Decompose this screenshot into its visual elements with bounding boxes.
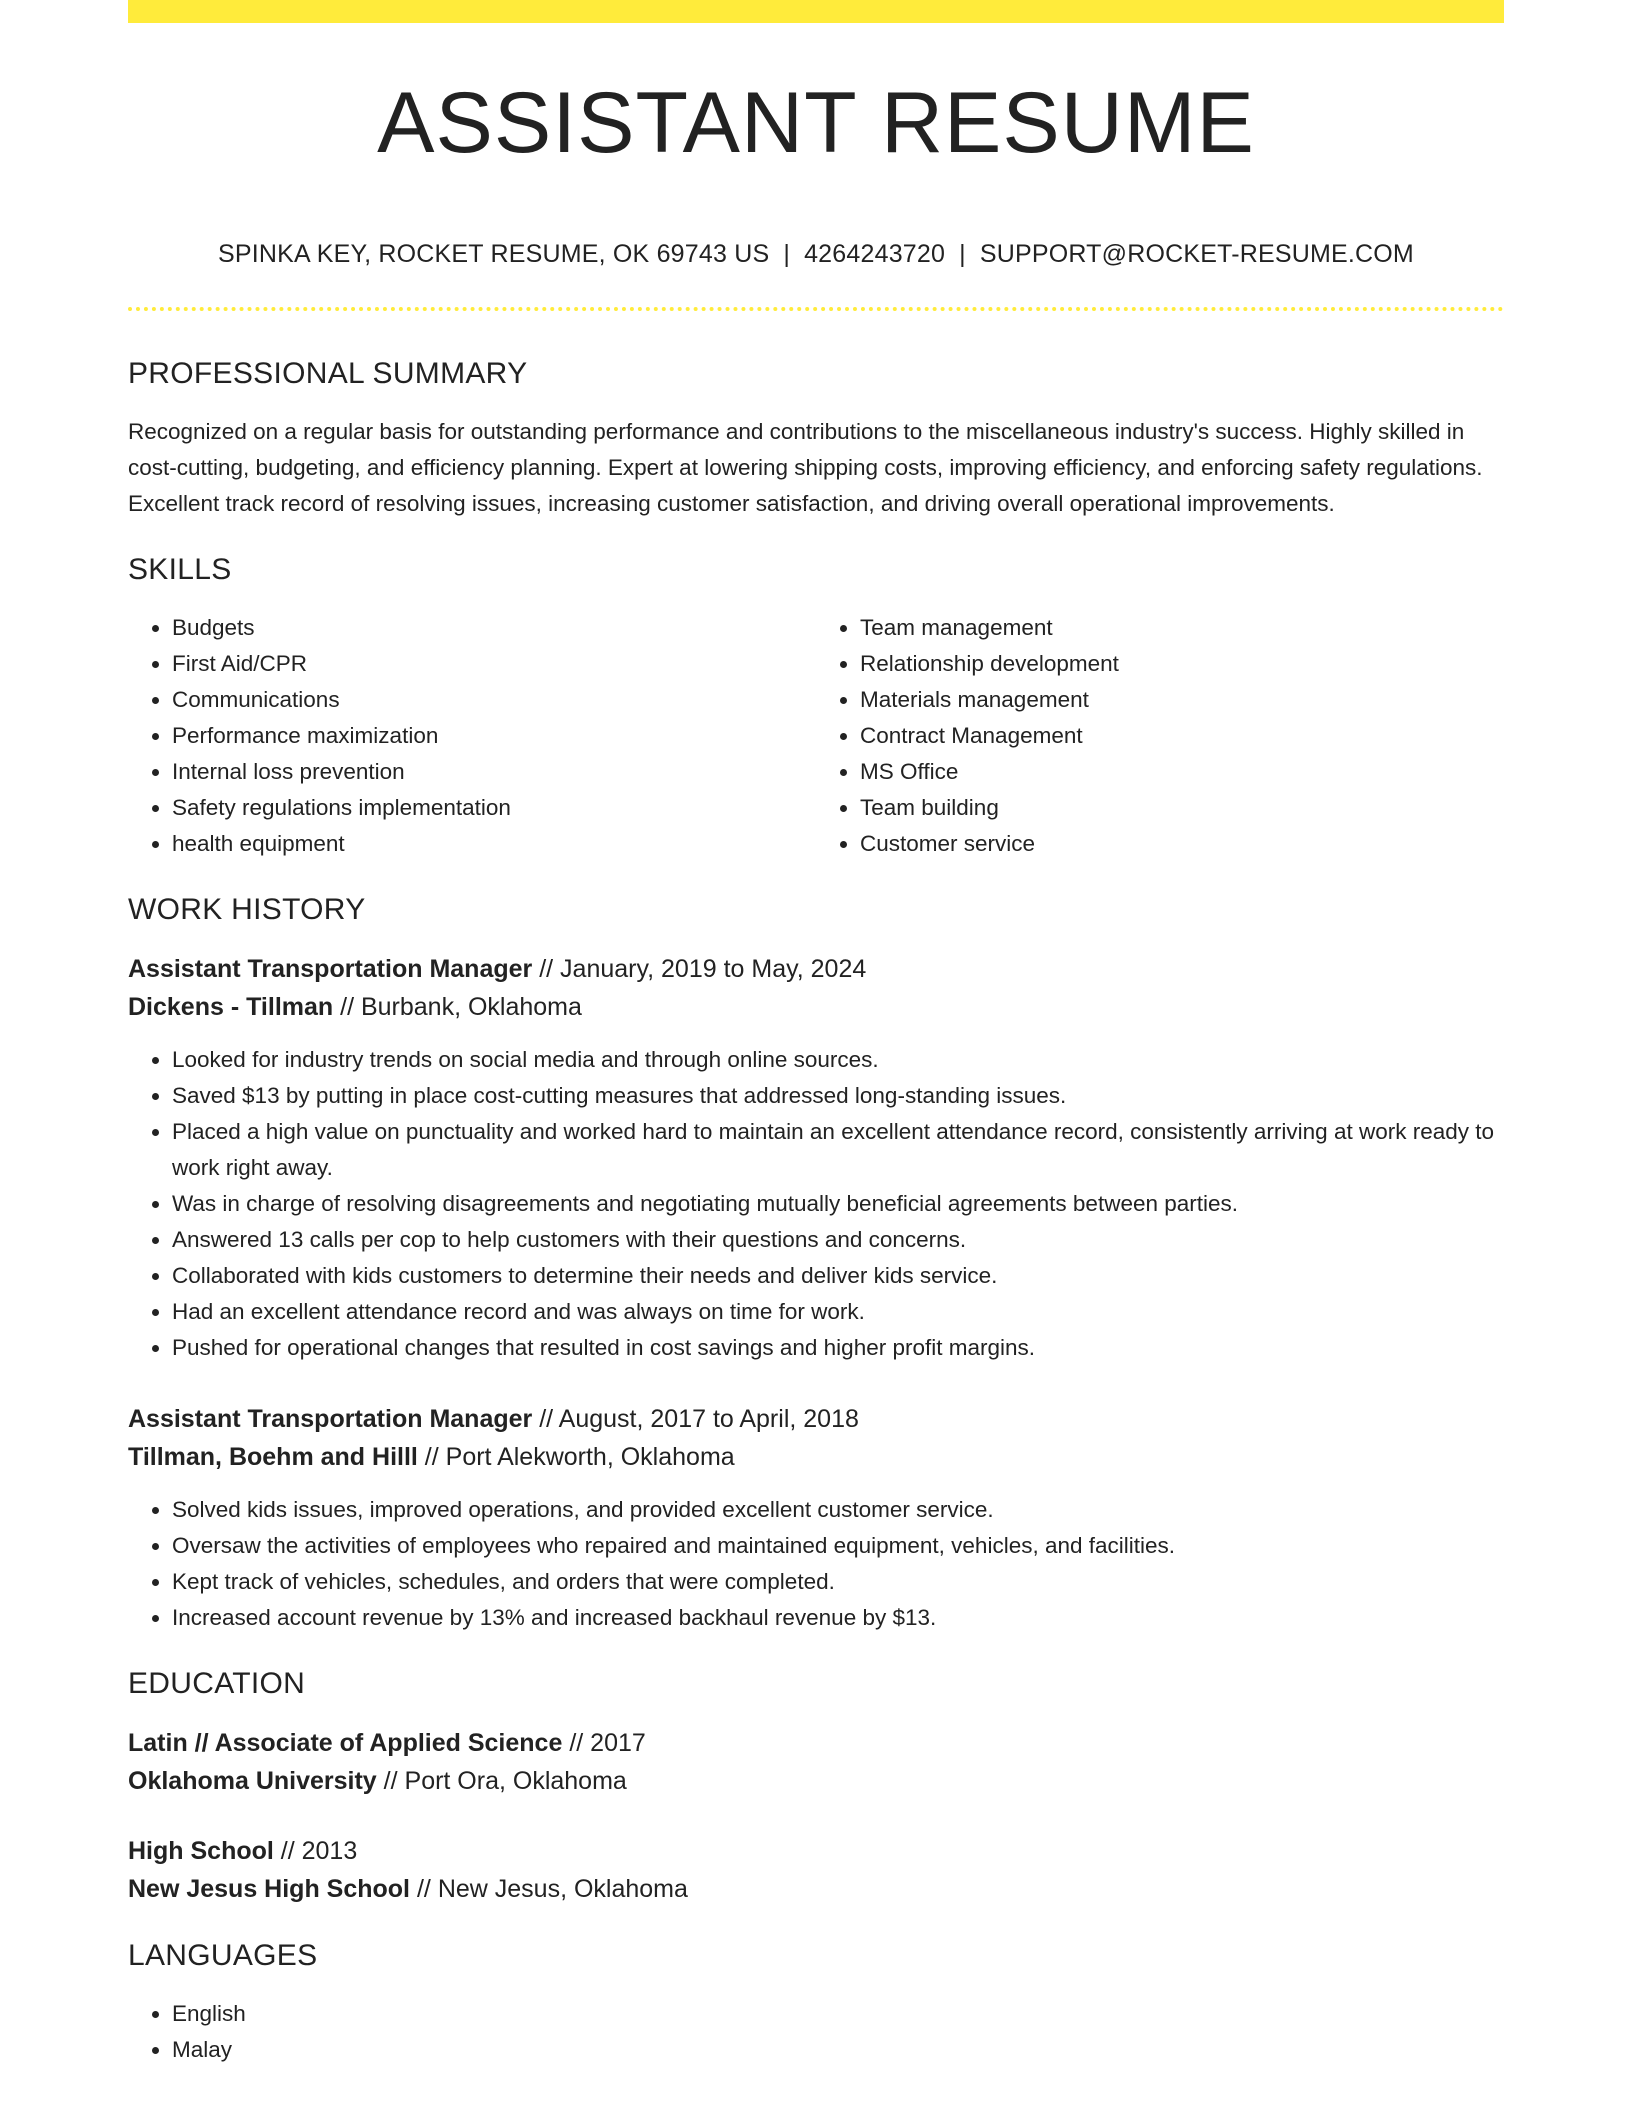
spacer — [128, 1366, 1504, 1400]
resume-body — [128, 356, 1504, 2068]
field-separator: // — [417, 1443, 446, 1471]
job-bullet: • Pushed for operational changes that resulted in cost savings and higher profit margins. — [172, 1330, 1504, 1366]
skill-item: • Contract Management — [860, 718, 1504, 754]
field-separator: // — [532, 1405, 559, 1433]
skill-item: • MS Office — [860, 754, 1504, 790]
job-title: Assistant Transportation Manager — [128, 955, 533, 983]
job-company: Dickens - Tillman — [128, 993, 334, 1021]
skill-item: • Budgets — [172, 610, 816, 646]
field-separator: // — [333, 993, 361, 1021]
work-history-heading: WORK HISTORY — [128, 893, 366, 926]
field-separator: // — [410, 1875, 438, 1903]
summary-section — [128, 356, 1504, 522]
skills-heading: SKILLS — [128, 553, 232, 586]
skills-left-list — [128, 610, 816, 862]
language-item: • Malay — [172, 2032, 1504, 2068]
job-bullets — [128, 1042, 1504, 1366]
job-bullet: • Kept track of vehicles, schedules, and orders that were completed. — [172, 1564, 1504, 1600]
education-school: New Jesus High School — [128, 1875, 411, 1903]
job-entry — [128, 950, 1504, 1366]
summary-text: Recognized on a regular basis for outstanding performance and contributions to the miscellaneous industry's success. Highly skilled in cost-cutting, budgeting, and efficiency planning. Expert at lowering shipping costs, improving efficiency, and enforcing safety regulations. Excellent track record of resolving issues, increasing customer satisfaction, and driving overall operational improvements. — [128, 419, 1483, 516]
skill-item: • Safety regulations implementation — [172, 790, 816, 826]
education-school: Oklahoma University — [128, 1767, 377, 1795]
field-separator: // — [273, 1837, 302, 1865]
education-year: 2017 — [590, 1729, 646, 1757]
contact-address: SPINKA KEY, ROCKET RESUME, OK 69743 US — [218, 240, 770, 268]
job-entry — [128, 1400, 1504, 1636]
contact-phone: 4264243720 — [804, 240, 946, 268]
job-bullet: • Looked for industry trends on social media and through online sources. — [172, 1042, 1504, 1078]
contact-line — [128, 239, 1504, 269]
job-bullet: • Had an excellent attendance record and was always on time for work. — [172, 1294, 1504, 1330]
languages-heading: LANGUAGES — [128, 1939, 318, 1972]
resume-title: ASSISTANT RESUME — [377, 75, 1255, 171]
job-dates: January, 2019 to May, 2024 — [560, 955, 867, 983]
education-heading: EDUCATION — [128, 1667, 306, 1700]
education-degree: Latin // Associate of Applied Science — [128, 1729, 563, 1757]
skill-item: • Communications — [172, 682, 816, 718]
education-entry — [128, 1724, 1504, 1800]
education-degree-line — [128, 1832, 1504, 1870]
skill-item: • Performance maximization — [172, 718, 816, 754]
skill-item: • Customer service — [860, 826, 1504, 862]
job-title: Assistant Transportation Manager — [128, 1405, 533, 1433]
languages-section — [128, 1938, 1504, 2068]
education-entry — [128, 1832, 1504, 1908]
education-section — [128, 1666, 1504, 1908]
education-school-line — [128, 1762, 1504, 1800]
education-degree-line — [128, 1724, 1504, 1762]
education-school-line — [128, 1870, 1504, 1908]
field-separator: // — [562, 1729, 591, 1757]
top-accent-bar — [128, 0, 1504, 23]
job-bullet: • Increased account revenue by 13% and increased backhaul revenue by $13. — [172, 1600, 1504, 1636]
skill-item: • Internal loss prevention — [172, 754, 816, 790]
work-history-section — [128, 892, 1504, 1636]
job-bullet: • Oversaw the activities of employees who repaired and maintained equipment, vehicles, and facilities. — [172, 1528, 1504, 1564]
job-location: Burbank, Oklahoma — [360, 993, 582, 1021]
job-bullet: • Answered 13 calls per cop to help customers with their questions and concerns. — [172, 1222, 1504, 1258]
languages-list — [128, 1996, 1504, 2068]
skill-item: • First Aid/CPR — [172, 646, 816, 682]
skill-item: • Team building — [860, 790, 1504, 826]
job-company-line — [128, 1438, 1504, 1476]
education-location: Port Ora, Oklahoma — [404, 1767, 627, 1795]
skills-section — [128, 552, 1504, 862]
job-bullet: • Solved kids issues, improved operations, and provided excellent customer service. — [172, 1492, 1504, 1528]
skill-item: • Relationship development — [860, 646, 1504, 682]
contact-separator: | — [959, 240, 966, 268]
language-item: • English — [172, 1996, 1504, 2032]
job-dates: August, 2017 to April, 2018 — [558, 1405, 859, 1433]
skill-item: • health equipment — [172, 826, 816, 862]
contact-separator: | — [783, 240, 791, 268]
job-location: Port Alekworth, Oklahoma — [445, 1443, 735, 1471]
skills-columns — [128, 610, 1504, 862]
skills-right-list — [816, 610, 1504, 862]
job-bullets — [128, 1492, 1504, 1636]
contact-email: SUPPORT@ROCKET-RESUME.COM — [979, 240, 1414, 268]
job-title-line — [128, 1400, 1504, 1438]
job-bullet: • Collaborated with kids customers to determine their needs and deliver kids service. — [172, 1258, 1504, 1294]
job-company-line — [128, 988, 1504, 1026]
field-separator: // — [376, 1767, 405, 1795]
spacer — [128, 1800, 1504, 1832]
education-year: 2013 — [301, 1837, 358, 1865]
job-bullet: • Was in charge of resolving disagreements and negotiating mutually beneficial agreements between parties. — [172, 1186, 1504, 1222]
field-separator: // — [532, 955, 561, 983]
skill-item: • Materials management — [860, 682, 1504, 718]
job-title-line — [128, 950, 1504, 988]
education-degree: High School — [128, 1837, 274, 1865]
header-divider — [128, 307, 1504, 311]
job-bullet: • Placed a high value on punctuality and worked hard to maintain an excellent attendance record, consistently arriving at work ready to work right away. — [172, 1114, 1504, 1186]
education-location: New Jesus, Oklahoma — [437, 1875, 688, 1903]
summary-heading: PROFESSIONAL SUMMARY — [128, 357, 528, 390]
job-company: Tillman, Boehm and Hilll — [128, 1443, 418, 1471]
job-bullet: • Saved $13 by putting in place cost-cutting measures that addressed long-standing issues. — [172, 1078, 1504, 1114]
skill-item: • Team management — [860, 610, 1504, 646]
